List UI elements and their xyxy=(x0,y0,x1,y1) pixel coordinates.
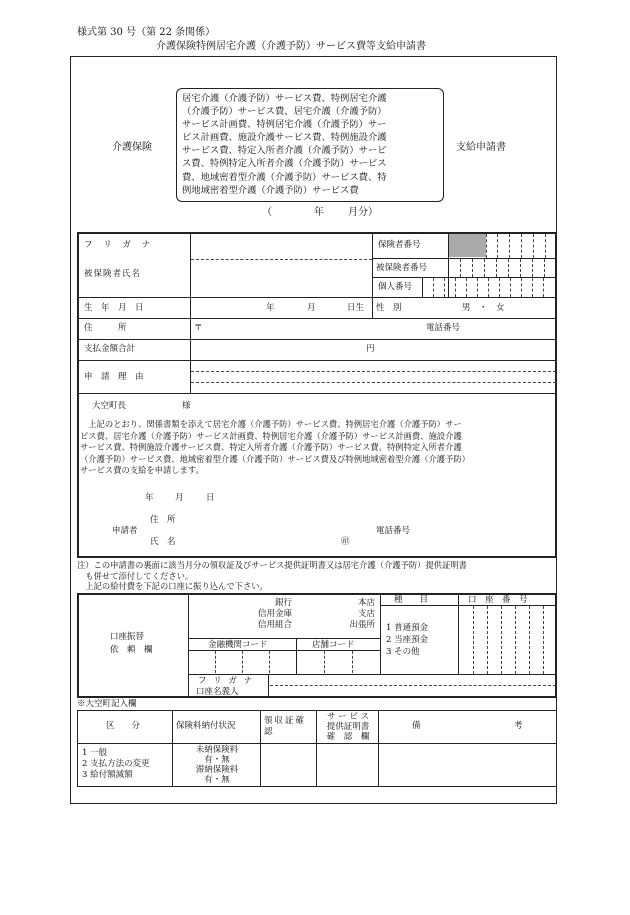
bank-type: 銀行 xyxy=(274,598,292,608)
service-line: ビス計画費、施設介護サービス費、特例施設介護 xyxy=(182,132,387,144)
insurer-number-shaded xyxy=(449,234,486,257)
notes xyxy=(77,560,557,592)
personal-number-label: 個人番号 xyxy=(378,282,413,292)
addressee: 大空町長 xyxy=(92,401,127,411)
furigana-label: フ リ ガ ナ xyxy=(84,240,155,250)
dob-month: 月 xyxy=(307,303,316,313)
premium-line: 未納保険料 xyxy=(195,745,239,755)
category-item: 3 給付額減額 xyxy=(82,770,133,780)
address-label: 住 所 xyxy=(84,323,127,333)
bank-type: 信用金庫 xyxy=(257,609,292,619)
total-label: 支払金額合計 xyxy=(84,344,136,354)
dob-label: 生 年 月 日 xyxy=(84,303,144,313)
col-service-line: 提供証明書 xyxy=(326,722,370,732)
branch-type: 出張所 xyxy=(349,620,375,630)
declaration-line: 上記のとおり、関係書類を添えて居宅介護（介護予防）サービス費、特例居宅介護（介護予防）サー xyxy=(80,419,462,429)
sex-label: 性 別 xyxy=(376,303,402,313)
postal-mark: 〒 xyxy=(194,323,203,333)
branch-code-label: 店舗コード xyxy=(312,640,355,650)
declaration-line: （介護予防）サービス費、地域密着型介護（介護予防）サービス費及び特例地域密着型介護（介護予防） xyxy=(80,453,470,464)
addressee-sama: 様 xyxy=(182,401,191,411)
account-header: 口 座 番 号 xyxy=(468,595,528,605)
declaration-line: サービス費、特例施設介護サービス費、特定入所者介護（介護予防）サービス費、特例特定入所者介護 xyxy=(80,442,462,452)
account-types xyxy=(386,622,428,658)
dob-day: 日生 xyxy=(347,303,365,313)
declaration-line: ビス費、居宅介護（介護予防）サービス計画費、特例居宅介護（介護予防）サービス計画費、施設介護 xyxy=(80,430,462,441)
header-left-label: 介護保険 xyxy=(112,142,152,153)
sex-options[interactable]: 男 ・ 女 xyxy=(462,303,505,313)
holder-name-label: 口座名義人 xyxy=(196,687,239,697)
service-line: ス費、特例特定入所者介護（介護予防）サービス xyxy=(182,158,387,170)
premium-line: 有・無 xyxy=(204,755,230,765)
service-list xyxy=(182,92,444,197)
category-item: 1 一般 xyxy=(82,748,108,758)
bank-types xyxy=(240,598,292,631)
categories xyxy=(82,748,150,781)
branch-type: 支店 xyxy=(357,609,375,619)
period-month: 月分） xyxy=(348,207,378,218)
note-line: 上記の給付費を下記の口座に振り込んで下さい。 xyxy=(77,581,268,591)
header-right-label: 支給申請書 xyxy=(456,142,506,153)
service-line: 例地域密着型介護（介護予防）サービス費 xyxy=(182,184,359,196)
branch-types xyxy=(330,598,375,631)
declaration-body xyxy=(80,419,554,477)
period-year: 年 xyxy=(314,207,324,218)
service-line: （介護予防）サービス費、居宅介護（介護予防） xyxy=(182,106,387,118)
service-line: サービス計画費、特例居宅介護（介護予防）サー xyxy=(182,119,387,131)
col-remarks-1: 備 xyxy=(412,721,421,731)
premium-status xyxy=(176,745,258,785)
insured-number-label: 被保険者番号 xyxy=(376,263,428,273)
furigana-input[interactable] xyxy=(191,234,371,258)
seal-mark: ㊞ xyxy=(341,537,350,547)
note-line: も併せて添付してください。 xyxy=(77,570,194,581)
form-number: 様式第 30 号（第 22 条関係） xyxy=(77,27,216,38)
bank-type: 信用組合 xyxy=(257,620,292,630)
col-service-line: サ ー ビ ス xyxy=(326,712,370,722)
form-title: 介護保険特例居宅介護（介護予防）サービス費等支給申請書 xyxy=(156,41,426,52)
service-line: 居宅介護（介護予防）サービス費、特例居宅介護 xyxy=(182,93,387,104)
bank-label-2: 依 頼 欄 xyxy=(110,645,153,655)
insurer-number-label: 保険者番号 xyxy=(378,240,421,250)
dob-year: 年 xyxy=(266,303,275,313)
col-service xyxy=(320,712,376,742)
col-receipt: 領収証確認 xyxy=(264,716,307,737)
reason-label: 申 請 理 由 xyxy=(84,372,144,382)
decl-year: 年 xyxy=(145,493,154,503)
decl-phone-label: 電話番号 xyxy=(376,526,411,536)
account-type[interactable]: 3 その他 xyxy=(386,647,420,657)
premium-line: 滞納保険料 xyxy=(195,765,239,775)
service-line: 費、地域密着型介護（介護予防）サービス費、特 xyxy=(182,171,387,183)
decl-applicant-label: 申請者 xyxy=(112,526,138,536)
town-title: ※大空町記入欄 xyxy=(77,699,137,709)
col-premium: 保険料納付状況 xyxy=(176,721,236,731)
col-service-line: 確 認 欄 xyxy=(326,732,370,742)
branch-type: 本店 xyxy=(357,598,375,608)
insured-name-label: 被保険者氏名 xyxy=(84,269,142,279)
inst-code-label: 金融機関コード xyxy=(208,640,268,650)
type-header: 種 目 xyxy=(394,595,429,605)
note-line: 注）この申請書の裏面に該当月分の領収証及びサービス提供証明書又は居宅介護（介護予防）提供証明書 xyxy=(77,560,467,570)
decl-name-label: 氏 名 xyxy=(150,537,176,547)
service-line: サービス費、特定入所者介護（介護予防）サービ xyxy=(182,145,387,157)
holder-furigana-label: フ リ ガ ナ xyxy=(198,676,255,686)
phone-label: 電話番号 xyxy=(426,323,461,333)
decl-day: 日 xyxy=(206,493,215,503)
insured-name-input[interactable] xyxy=(191,261,371,296)
decl-address-label: 住 所 xyxy=(150,515,176,525)
category-item: 2 支払方法の変更 xyxy=(82,759,150,769)
col-category: 区 分 xyxy=(106,721,141,731)
declaration-line: サービス費の支給を申請します。 xyxy=(80,465,204,475)
account-type[interactable]: 2 当座預金 xyxy=(386,635,429,645)
period-open: （ xyxy=(262,207,272,218)
premium-line: 有・無 xyxy=(204,775,230,785)
decl-month: 月 xyxy=(175,493,184,503)
bank-label-1: 口座振替 xyxy=(110,632,145,642)
account-type[interactable]: 1 普通預金 xyxy=(386,623,429,633)
yen-unit: 円 xyxy=(366,344,375,354)
col-remarks-2: 考 xyxy=(514,721,523,731)
